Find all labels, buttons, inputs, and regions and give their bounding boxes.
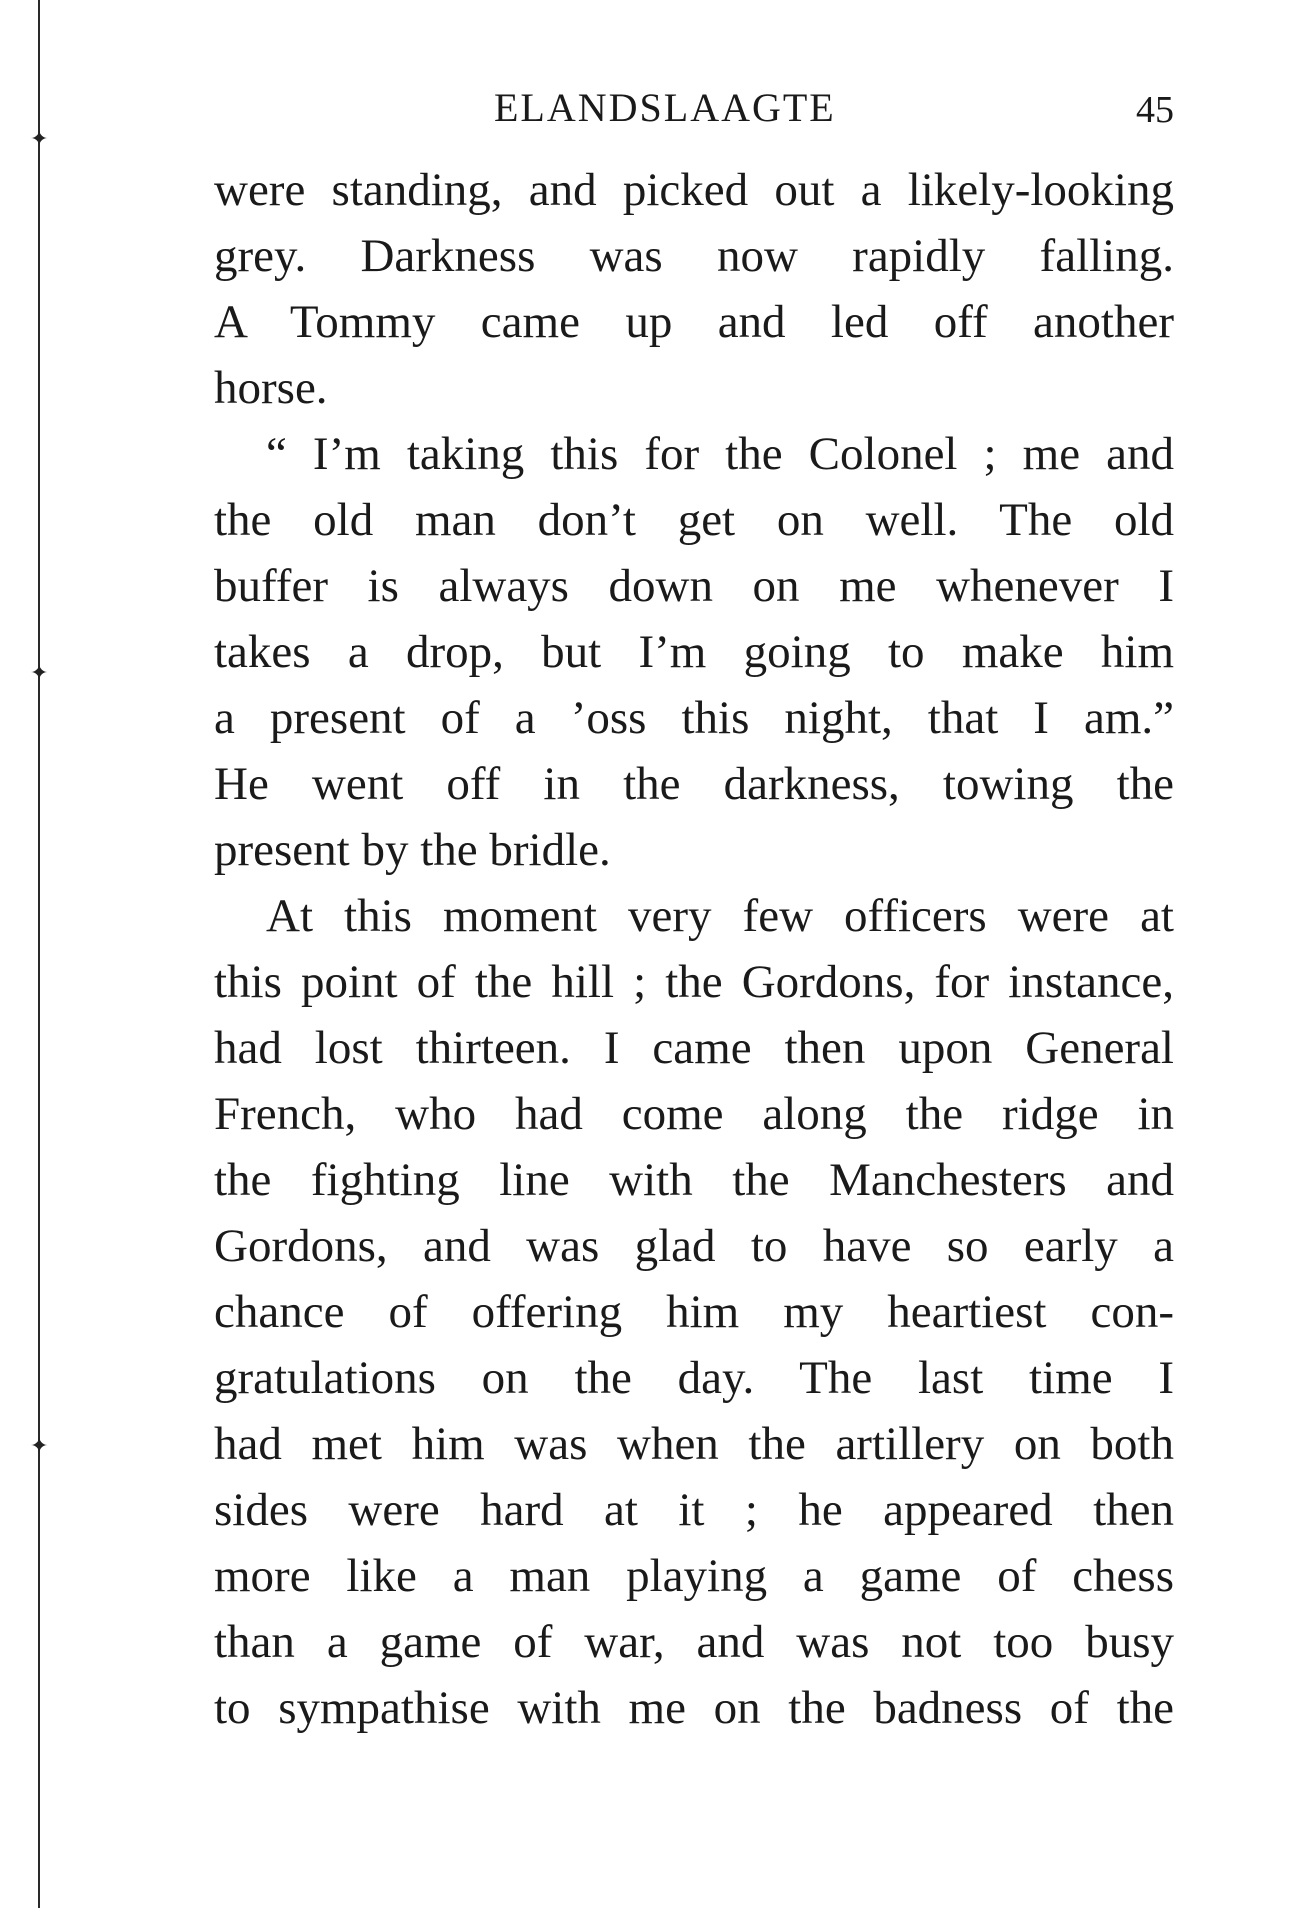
binding-edge: [38, 0, 40, 1908]
running-title: ELANDSLAAGTE: [494, 85, 836, 130]
text-line: the fighting line with the Manchesters and: [214, 1154, 1174, 1206]
text-line: more like a man playing a game of chess: [214, 1550, 1174, 1602]
text-line: had met him was when the artillery on both: [214, 1418, 1174, 1470]
text-line: this point of the hill ; the Gordons, for instance,: [214, 956, 1174, 1008]
binding-speck: ✦: [30, 660, 49, 685]
text-line: He went off in the darkness, towing the: [214, 758, 1174, 810]
text-line: French, who had come along the ridge in: [214, 1088, 1174, 1140]
text-line: “ I’m taking this for the Colonel ; me and: [266, 428, 1174, 480]
text-line: gratulations on the day. The last time I: [214, 1352, 1174, 1404]
page-number: 45: [1136, 89, 1174, 131]
text-line: horse.: [214, 362, 328, 414]
text-line: sides were hard at it ; he appeared then: [214, 1484, 1174, 1536]
text-line: A Tommy came up and led off another: [214, 296, 1174, 348]
text-line: than a game of war, and was not too busy: [214, 1616, 1174, 1668]
text-line: to sympathise with me on the badness of the: [214, 1682, 1174, 1734]
text-line: had lost thirteen. I came then upon General: [214, 1022, 1174, 1074]
text-line: buffer is always down on me whenever I: [214, 560, 1174, 612]
binding-speck: ✦: [30, 1433, 49, 1458]
text-line: takes a drop, but I’m going to make him: [214, 626, 1174, 678]
text-line: grey. Darkness was now rapidly falling.: [214, 230, 1174, 282]
text-line: the old man don’t get on well. The old: [214, 494, 1174, 546]
text-line: present by the bridle.: [214, 824, 611, 876]
binding-speck: ✦: [30, 126, 49, 151]
body-text: [214, 157, 1174, 1741]
text-line: chance of offering him my heartiest con-: [214, 1286, 1174, 1338]
text-line: were standing, and picked out a likely-looking: [214, 164, 1174, 216]
text-line: At this moment very few officers were at: [266, 890, 1174, 942]
text-line: Gordons, and was glad to have so early a: [214, 1220, 1174, 1272]
page-header: [214, 84, 1174, 144]
text-line: a present of a ’oss this night, that I am.”: [214, 692, 1174, 744]
